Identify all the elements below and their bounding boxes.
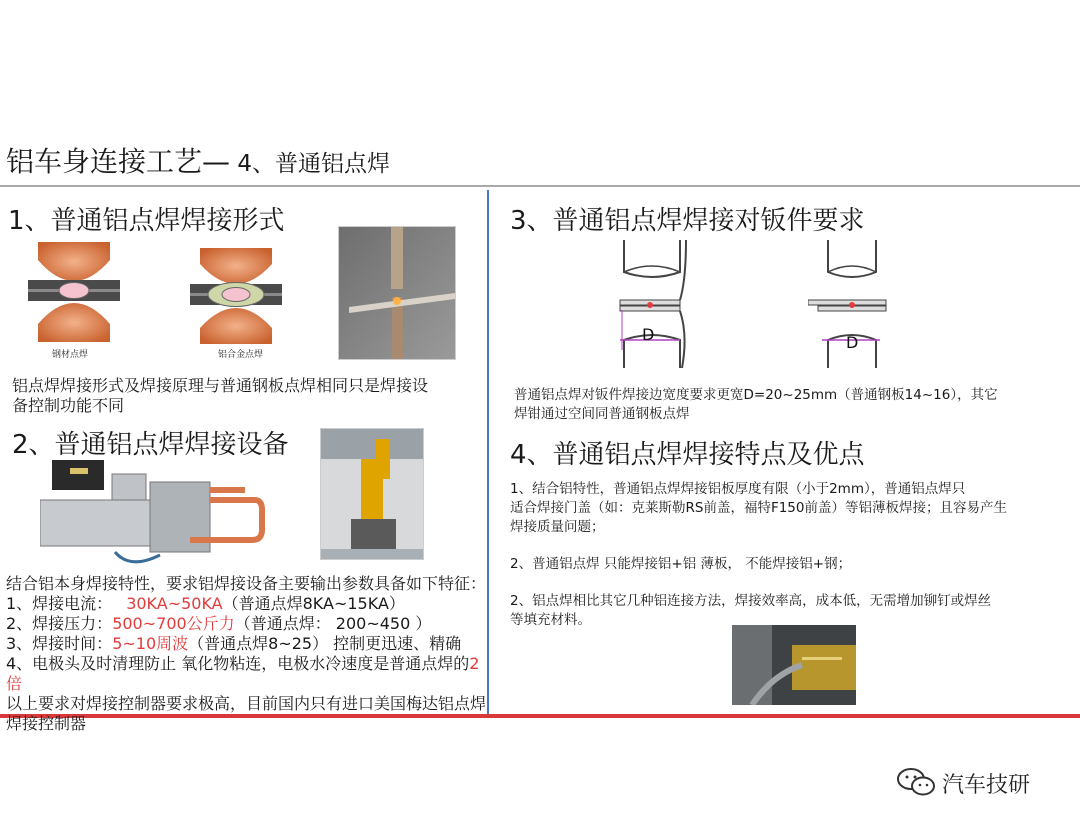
d-label-left: D (642, 325, 655, 344)
column-divider (487, 190, 489, 715)
section1-desc-line1: 铝点焊焊接形式及焊接原理与普通钢板点焊相同只是焊接设 (12, 376, 429, 395)
section2-body (6, 574, 486, 734)
title-divider (0, 185, 1080, 187)
advantage2: 2、普通铝点焊 只能焊接铝+铝 薄板， 不能焊接铝+钢； (510, 556, 852, 572)
advantage1-line1: 1、结合铝特性，普通铝点焊焊接铝板厚度有限（小于2mm），普通铝点焊只 (510, 481, 966, 497)
param-pressure: 2、焊接压力：500~700公斤力（普通点焊： 200~450 ） (6, 614, 432, 633)
controller-note-line2: 焊接控制器 (6, 714, 87, 733)
watermark-text: 汽车技研 (942, 773, 1031, 798)
param-time: 3、焊接时间：5~10周波（普通点焊8~25） 控制更迅速、精确 (6, 634, 462, 653)
section1-desc-line2: 备控制功能不同 (12, 396, 125, 415)
advantage3-line1: 2、铝点焊相比其它几种铝连接方法，焊接效率高，成本低，无需增加铆钉或焊丝 (510, 593, 992, 609)
time-value: 5~10周波 (112, 634, 189, 653)
controller-note-line1: 以上要求对焊接控制器要求极高，目前国内只有进口美国梅达铝点焊 (6, 694, 487, 713)
section2-heading: 2、普通铝点焊焊接设备 (12, 430, 289, 460)
section1-description (12, 376, 428, 416)
pressure-value: 500~700公斤力 (112, 614, 235, 633)
lower-electrode (38, 303, 110, 342)
section3-description (514, 386, 998, 424)
page-title-sub: 4、普通铝点焊 (230, 151, 390, 177)
upper-electrode (200, 248, 272, 284)
section4-body (510, 480, 1078, 630)
robot-welding-photo (320, 428, 424, 560)
cooling-multiplier: 2倍 (6, 654, 480, 693)
param-current: 1、焊接电流： 30KA~50KA（普通点焊8KA~15KA） (6, 594, 405, 613)
flange-width-diagram-left (612, 240, 692, 368)
advantage1-line3: 焊接质量问题； (510, 519, 605, 535)
section3-desc-line1: 普通铝点焊对钣件焊接边宽度要求更宽D=20~25mm（普通钢板14~16），其它 (514, 387, 998, 403)
upper-electrode (38, 242, 110, 281)
spot-weld-photo (338, 226, 456, 360)
flange-width-diagram-right (808, 240, 888, 368)
page-title-main: 铝车身连接工艺— (6, 145, 231, 178)
section2-intro: 结合铝本身焊接特性，要求铝焊接设备主要输出参数具备如下特征： (6, 574, 487, 593)
page-title (6, 140, 390, 180)
lower-electrode (200, 308, 272, 344)
section3-heading: 3、普通铝点焊焊接对钣件要求 (510, 206, 865, 236)
welding-gun-image (40, 460, 270, 575)
current-value: 30KA~50KA (126, 594, 223, 613)
section4-heading: 4、普通铝点焊焊接特点及优点 (510, 440, 865, 470)
caption-steel: 钢材点焊 (52, 350, 89, 360)
weld-nugget (59, 283, 89, 299)
section3-desc-line2: 焊钳通过空间同普通钢板点焊 (514, 406, 690, 422)
param-electrode: 4、电极头及时清理防止 氧化物粘连，电极水冷速度是普通点焊的2倍 (6, 654, 480, 693)
steel-spot-weld-figure (28, 242, 120, 342)
caption-aluminum: 铝合金点焊 (218, 350, 264, 360)
d-label-right: D (846, 333, 859, 352)
wechat-icon (896, 766, 938, 798)
section1-heading: 1、普通铝点焊焊接形式 (8, 206, 285, 236)
advantage1-line2: 适合焊接门盖（如：克莱斯勒RS前盖，福特F150前盖）等铝薄板焊接；且容易产生 (510, 500, 1007, 516)
aluminum-weld-line-photo (732, 625, 856, 705)
aluminum-spot-weld-figure (190, 248, 282, 344)
weld-nugget (222, 288, 250, 302)
advantage3-line2: 等填充材料。 (510, 612, 591, 628)
